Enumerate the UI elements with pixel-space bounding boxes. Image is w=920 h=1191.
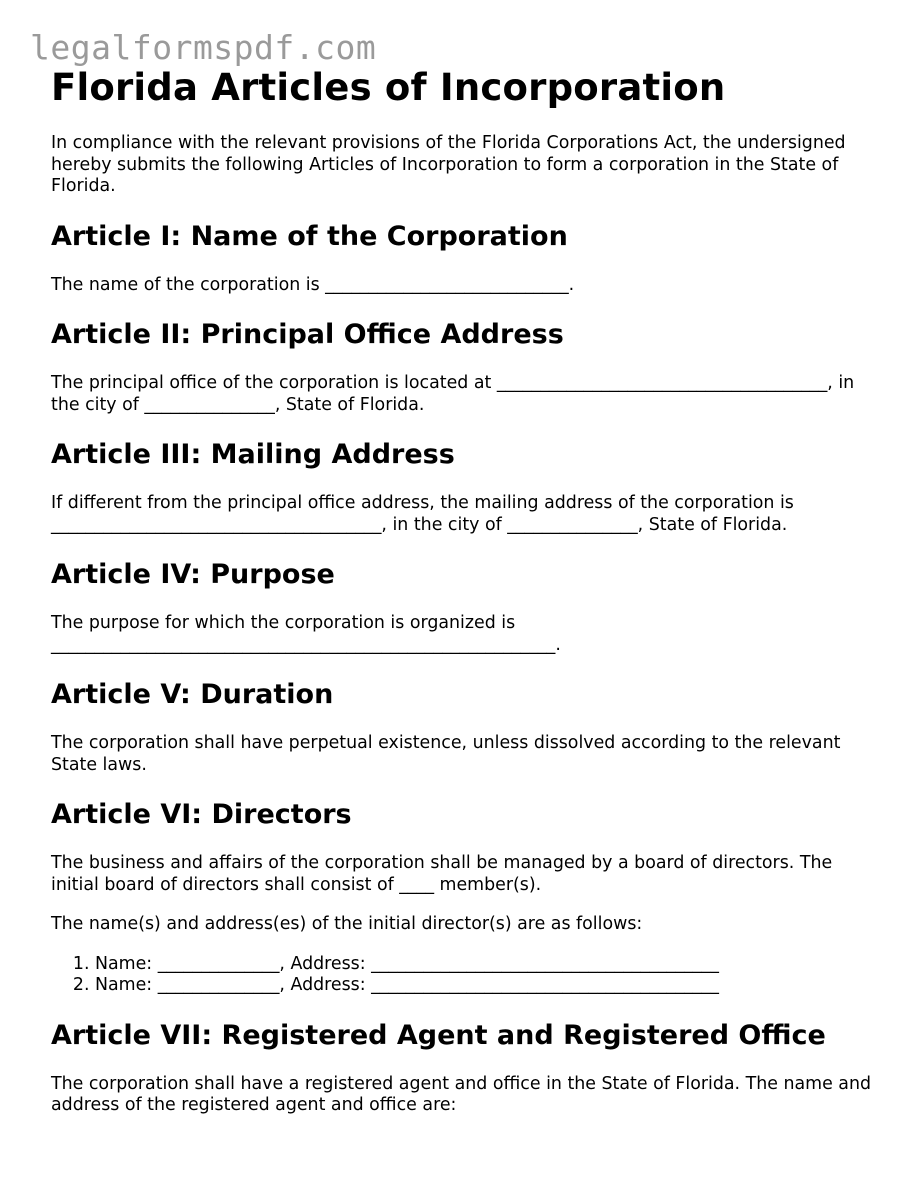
- article-6-heading: Article VI: Directors: [51, 799, 352, 830]
- document-page: [51, 66, 881, 1117]
- article-7-text: The corporation shall have a registered agent and office in the State of Florida. The name and address of the registered agent and office are:: [51, 1073, 872, 1115]
- article-3-text: If different from the principal office address, the mailing address of the corporation is ______________________________________, in the city of _______________, State of Florida.: [51, 493, 794, 535]
- article-5-heading: Article V: Duration: [51, 679, 334, 710]
- article-5-text: The corporation shall have perpetual existence, unless dissolved according to the relevant State laws.: [51, 733, 841, 775]
- article-4-text: The purpose for which the corporation is organized is __________________________________________________________.: [51, 613, 561, 655]
- list-item: 2. Name: ______________, Address: ________________________________________: [95, 975, 881, 997]
- article-6-text-directors: The name(s) and address(es) of the initial director(s) are as follows:: [51, 914, 643, 934]
- article-2-text: The principal office of the corporation is located at ______________________________________, in the city of _______________, State of Florida.: [51, 373, 855, 415]
- article-2-heading: Article II: Principal Office Address: [51, 319, 564, 350]
- watermark-text: legalformspdf.com: [30, 28, 377, 67]
- article-6-text: The business and affairs of the corporation shall be managed by a board of directors. The initial board of directors shall consist of ____ member(s).: [51, 853, 833, 895]
- article-1-heading: Article I: Name of the Corporation: [51, 220, 568, 252]
- article-4-heading: Article IV: Purpose: [51, 559, 335, 590]
- article-1-text: The name of the corporation is ____________________________.: [51, 274, 575, 295]
- intro-paragraph: In compliance with the relevant provisions of the Florida Corporations Act, the undersigned hereby submits the following Articles of Incorporation to form a corporation in the State of Florida.: [51, 133, 846, 196]
- article-7-heading: Article VII: Registered Agent and Registered Office: [51, 1019, 826, 1051]
- article-3-heading: Article III: Mailing Address: [51, 439, 455, 470]
- directors-list: [51, 954, 881, 997]
- document-title: Florida Articles of Incorporation: [51, 66, 726, 109]
- list-item: 1. Name: ______________, Address: ________________________________________: [95, 954, 881, 976]
